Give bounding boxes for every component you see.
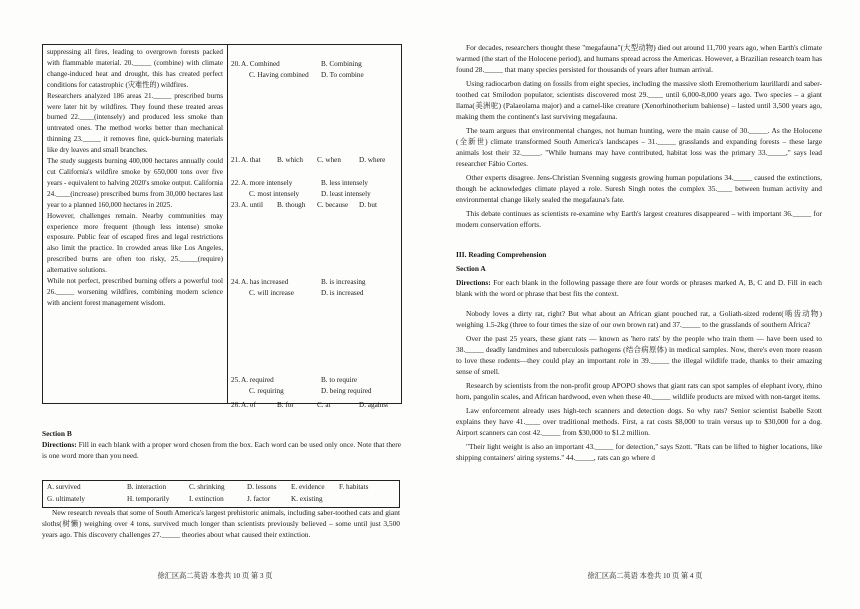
passage-paragraph: "Their light weight is also an important 43._____ for detection," says Szott. "Rats can be lifted to higher locations, like shipping containers' airing systems." 44._____, rats can go where d bbox=[456, 442, 822, 462]
word-option: H. temporarily bbox=[127, 495, 170, 503]
passage-paragraph: However, challenges remain. Nearby communities may experience more frequent (though less intense) smoke exposure. Public fear of escaped fires and legal restrictions also limit the practice. In crowded areas like Los Angeles, prescribed burns are often too risky, 25._____(require) alternative solutions. bbox=[47, 211, 223, 275]
option-c[interactable]: C. when bbox=[317, 156, 341, 164]
page-footer: 徐汇区高二英语 本卷共 10 页 第 4 页 bbox=[587, 572, 703, 580]
word-option: E. evidence bbox=[291, 483, 325, 491]
option-a[interactable]: A. required bbox=[241, 376, 274, 384]
option-b[interactable]: B. less intensely bbox=[321, 179, 368, 187]
option-a[interactable]: A. until bbox=[241, 201, 263, 209]
section-a-title: Section A bbox=[456, 264, 486, 273]
section-a-directions bbox=[456, 277, 822, 299]
page-footer: 徐汇区高二英语 本卷共 10 页 第 3 页 bbox=[157, 572, 273, 580]
passage-paragraph: The study suggests burning 400,000 hectares annually could cut California's wildfire smoke by 650,000 tons over five years - equivalent to halving 2020's smoke output. California 24.____(increase) prescribed burns from 30,000 hectares last year to a planned 160,000 hectares in 2025. bbox=[47, 157, 223, 209]
passage-paragraph: This debate continues as scientists re-examine why Earth's largest creatures disappeared – with important 36._____ for modern conservation efforts. bbox=[456, 209, 822, 229]
option-b[interactable]: B. Combining bbox=[321, 60, 362, 68]
option-group bbox=[231, 59, 399, 81]
option-group bbox=[231, 277, 399, 299]
option-d[interactable]: D. To combine bbox=[321, 70, 364, 79]
option-group bbox=[231, 375, 399, 397]
table-divider bbox=[227, 45, 228, 403]
option-c[interactable]: C. most intensely bbox=[249, 189, 300, 198]
option-b[interactable]: B. to require bbox=[321, 376, 358, 384]
option-d[interactable]: D. against bbox=[359, 401, 389, 409]
option-d[interactable]: D. but bbox=[359, 201, 377, 209]
option-a[interactable]: A. more intensely bbox=[241, 179, 293, 187]
option-a[interactable]: A. has increased bbox=[241, 278, 289, 286]
option-a[interactable]: A. of bbox=[241, 401, 256, 409]
word-box bbox=[42, 480, 400, 508]
option-c[interactable]: C. at bbox=[317, 401, 331, 409]
option-c[interactable]: C. because bbox=[317, 201, 349, 209]
option-a[interactable]: A. that bbox=[241, 156, 261, 164]
word-option: D. lessons bbox=[247, 483, 277, 491]
question-number[interactable]: 24. bbox=[231, 278, 240, 286]
question-number[interactable]: 22. bbox=[231, 179, 240, 187]
section-b-title: Section B bbox=[42, 429, 72, 438]
directions-text: For each blank in the following passage there are four words or phrases marked A, B, C and D. Fill in each blank with the word or phrase that best fits the context. bbox=[456, 278, 822, 298]
passage-paragraph: The team argues that environmental changes, not human hunting, were the main cause of 30._____. As the Holocene (全新世) climate transformed South America's landscapes – 31._____ grasslands and expanding forests – these large animals lost their 32._____. "While humans may have contributed, habitat loss was the primary 33._____," says lead researcher Fábio Cortes. bbox=[456, 126, 822, 168]
section-b-directions bbox=[42, 439, 402, 461]
word-option: G. ultimately bbox=[47, 495, 85, 503]
directions-label: Directions: bbox=[456, 278, 491, 287]
passage-paragraph: Using radiocarbon dating on fossils from eight species, including the massive sloth Eremotherium laurillardi and saber-toothed cat Smilodon populator, scientists discovered most 29.____ until 6,000-8,000 years ago. Two species – a giant llama(美洲驼) (Palaeolama major) and a camel-like creature (Xenorhinotherium bahiense) – lasted until 3,500 years ago, making them the continent's last surviving megafauna. bbox=[456, 79, 822, 121]
word-option: F. habitats bbox=[339, 483, 369, 491]
right-page bbox=[430, 0, 860, 609]
directions-text: Fill in each blank with a proper word chosen from the box. Each word can be used only once. Note that there is one word more than you need. bbox=[42, 440, 402, 460]
option-d[interactable]: D. is increased bbox=[321, 288, 364, 297]
passage-paragraph: Nobody loves a dirty rat, right? But what about an African giant pouched rat, a Goliath-sized rodent(啮齿动物) weighing 1.5-2kg (three to four times the size of our own brown rat) and 37._____ to the grasslands of southern Africa? bbox=[456, 309, 822, 329]
question-number[interactable]: 25. bbox=[231, 376, 240, 384]
question-number[interactable]: 26. bbox=[231, 401, 240, 409]
passage-paragraph: For decades, researchers thought these "megafauna"(大型动物) died out around 11,700 years ago, when Earth's climate warmed (the start of the Holocene period), and humans spread across the Americas. However, a Brazilian research team has found 28._____ that many species persisted for thousands of years after human arrival. bbox=[456, 43, 823, 74]
option-d[interactable]: D. least intensely bbox=[321, 189, 371, 198]
word-option: B. interaction bbox=[127, 483, 167, 491]
word-option: J. factor bbox=[247, 495, 271, 503]
section-title: III. Reading Comprehension bbox=[456, 250, 547, 259]
option-d[interactable]: D. where bbox=[359, 156, 386, 164]
right-text bbox=[456, 42, 822, 466]
passage-paragraph: While not perfect, prescribed burning offers a powerful tool 26._____ worsening wildfires, combining modern science with ancient forest management wisdom. bbox=[47, 277, 223, 307]
option-a[interactable]: A. Combined bbox=[241, 60, 280, 68]
cloze-passage bbox=[47, 47, 223, 309]
option-c[interactable]: C. Having combined bbox=[249, 70, 309, 79]
passage-paragraph: Other experts disagree. Jens-Christian Svenning suggests growing human populations 34._____ caused the extinctions, though he acknowledges climate played a role. Suresh Singh notes the complex 35.____ between human activity and environmental change likely sealed the megafauna's fate. bbox=[456, 173, 822, 204]
passage-paragraph: suppressing all fires, leading to overgrown forests packed with flammable material. 20._____ (combine) with climate change-induced heat and drought, this has created perfect conditions for catastrophic (灾难性的) wildfires. bbox=[47, 48, 223, 89]
option-d[interactable]: D. being required bbox=[321, 386, 372, 395]
option-group bbox=[231, 178, 399, 200]
question-number[interactable]: 20. bbox=[231, 60, 240, 68]
option-b[interactable]: B. is increasing bbox=[321, 278, 366, 286]
question-number[interactable]: 21. bbox=[231, 156, 240, 164]
passage-paragraph: Researchers analyzed 186 areas 21._____ prescribed burns were later hit by wildfires. They found these treated areas burned 22.____(intensely) and produced less smoke than untreated ones. The method works better than mechanical thinning 23._____ it removes fine, quick-burning materials like dry leaves and small branches. bbox=[47, 91, 223, 155]
word-option: C. shrinking bbox=[189, 483, 225, 491]
word-option: K. existing bbox=[291, 495, 323, 503]
passage-paragraph: Research by scientists from the non-profit group APOPO shows that giant rats can spot samples of elephant ivory, rhino horn, pangolin scales, and African hardwood, even when these 40._____ wildlife products are mixed with non-target items. bbox=[456, 381, 822, 401]
option-group bbox=[231, 400, 399, 411]
option-c[interactable]: C. will increase bbox=[249, 288, 294, 297]
option-group bbox=[231, 200, 399, 211]
directions-label: Directions: bbox=[42, 440, 77, 449]
option-group bbox=[231, 155, 399, 166]
passage-paragraph: Over the past 25 years, these giant rats — known as 'hero rats' by the people who train them — have been used to 38._____ deadly landmines and tuberculosis pathogens (结合病原体) in medical samples. Now, there's even more reason to love these rodents—they could play an important role in 39._____ the illegal wildlife trade, thanks to their amazing sense of smell. bbox=[456, 334, 822, 376]
word-option: A. survived bbox=[47, 483, 81, 491]
option-c[interactable]: C. requiring bbox=[249, 386, 284, 395]
option-b[interactable]: B. which bbox=[277, 156, 303, 164]
option-b[interactable]: B. though bbox=[277, 201, 306, 209]
section-b-passage: New research reveals that some of South America's largest prehistoric animals, including saber-toothed cats and giant sloths(树懒) weighing over 4 tons, survived much longer than scientists previously believed – some until just 3,500 years ago. This discovery challenges 27._____ theories about what caused their extinction. bbox=[42, 508, 400, 539]
word-option: I. extinction bbox=[189, 495, 224, 503]
passage-paragraph: Law enforcement already uses high-tech scanners and detection dogs. So why rats? Senior scientist Isabelle Szott explains they have 41.____ over traditional methods. First, a rat costs $8,000 to train versus up to $30,000 for a dog. Airport scanners can cost 42._____ from $30,000 to $1.2 million. bbox=[456, 406, 822, 437]
question-number[interactable]: 23. bbox=[231, 201, 240, 209]
option-b[interactable]: B. for bbox=[277, 401, 294, 409]
cloze-table bbox=[42, 44, 402, 409]
section-b bbox=[42, 428, 402, 461]
